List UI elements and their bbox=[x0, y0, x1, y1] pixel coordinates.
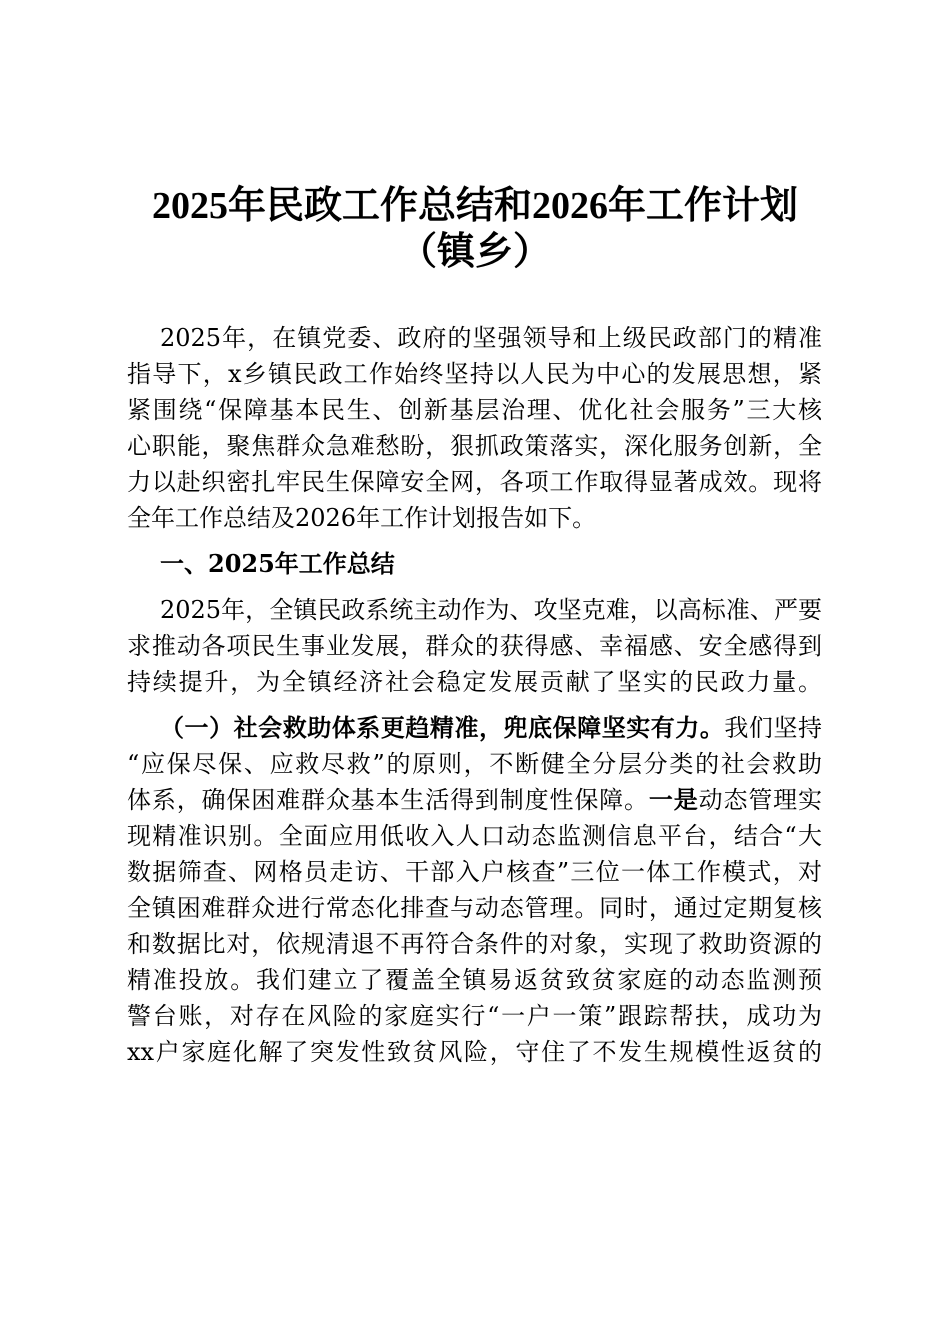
subsection-text: 我们坚持 bbox=[724, 714, 823, 742]
subsection-line: 警台账，对存在风险的家庭实行“一户一策”跟踪帮扶，成功为 bbox=[127, 1002, 822, 1030]
point-marker: 一是 bbox=[648, 785, 699, 814]
intro-line: 2025年，在镇党委、政府的坚强领导和上级民政部门的精准 bbox=[160, 324, 822, 352]
intro-line: 心职能，聚焦群众急难愁盼，狠抓政策落实，深化服务创新，全 bbox=[127, 432, 822, 460]
intro-line: 指导下，x乡镇民政工作始终坚持以人民为中心的发展思想，紧 bbox=[127, 360, 822, 388]
subsection-line: “应保尽保、应救尽救”的原则，不断健全分层分类的社会救助 bbox=[127, 750, 822, 778]
subsection-line: 现精准识别。全面应用低收入人口动态监测信息平台，结合“大 bbox=[127, 822, 822, 850]
subsection-line: 全镇困难群众进行常态化排查与动态管理。同时，通过定期复核 bbox=[127, 894, 822, 922]
section-line: 持续提升，为全镇经济社会稳定发展贡献了坚实的民政力量。 bbox=[127, 668, 822, 696]
section-line: 求推动各项民生事业发展，群众的获得感、幸福感、安全感得到 bbox=[127, 632, 822, 660]
subsection-text: 动态管理实 bbox=[698, 786, 823, 814]
subsection-text: 体系，确保困难群众基本生活得到制度性保障。 bbox=[127, 786, 649, 814]
subsection-line bbox=[127, 782, 822, 818]
intro-line: 力以赴织密扎牢民生保障安全网，各项工作取得显著成效。现将 bbox=[127, 468, 822, 496]
document-title: 2025年民政工作总结和2026年工作计划 bbox=[151, 185, 798, 227]
subsection-first-line bbox=[160, 710, 822, 746]
section-heading: 一、2025年工作总结 bbox=[160, 549, 395, 578]
intro-line: 紧围绕“保障基本民生、创新基层治理、优化社会服务”三大核 bbox=[127, 396, 822, 424]
subsection-line: xx户家庭化解了突发性致贫风险，守住了不发生规模性返贫的 bbox=[127, 1038, 822, 1066]
subsection-line: 精准投放。我们建立了覆盖全镇易返贫致贫家庭的动态监测预 bbox=[127, 966, 822, 994]
section-line: 2025年，全镇民政系统主动作为、攻坚克难，以高标准、严要 bbox=[160, 596, 822, 624]
subsection-line: 数据筛查、网格员走访、干部入户核查”三位一体工作模式，对 bbox=[127, 858, 822, 886]
document-subtitle: （镇乡） bbox=[398, 231, 551, 273]
intro-line: 全年工作总结及2026年工作计划报告如下。 bbox=[127, 504, 597, 532]
subsection-line: 和数据比对，依规清退不再符合条件的对象，实现了救助资源的 bbox=[127, 930, 822, 958]
subsection-heading: （一）社会救助体系更趋精准，兜底保障坚实有力。 bbox=[160, 713, 725, 742]
